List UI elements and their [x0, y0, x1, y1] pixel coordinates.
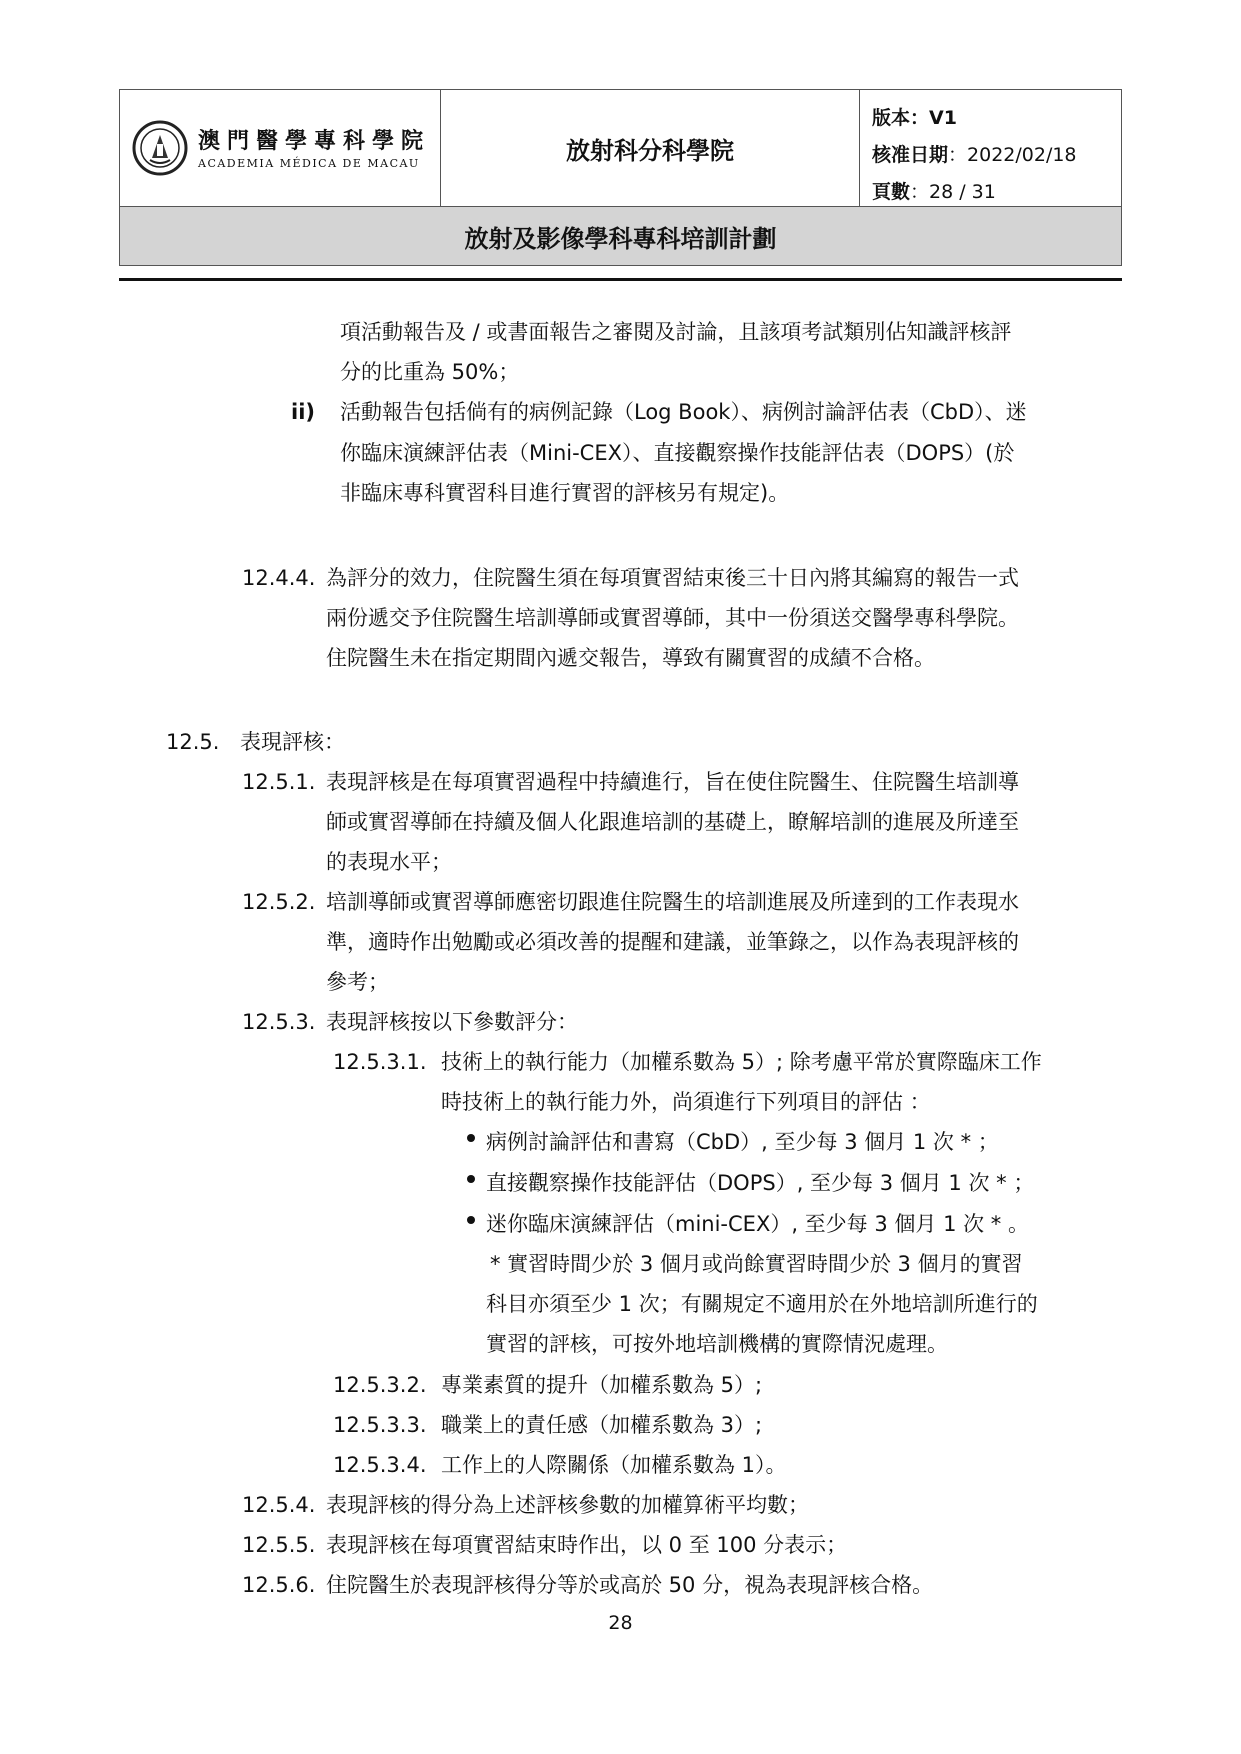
document-header [119, 89, 1122, 266]
text-line: 職業上的責任感（加權系數為 3）; [441, 1413, 763, 1437]
section-number: 12.5.3.1. [333, 1050, 427, 1074]
section-number: 12.5.3.3. [333, 1413, 427, 1437]
text-line: 分的比重為 50%； [340, 360, 520, 384]
text-line: 表現評核是在每項實習過程中持續進行，旨在使住院醫生、住院醫生培訓導 [326, 770, 1019, 794]
text-line: 兩份遞交予住院醫生培訓導師或實習導師，其中一份須送交醫學專科學院。 [326, 606, 1019, 630]
section-number: 12.5.4. [242, 1493, 316, 1517]
item-number: ii) [291, 400, 315, 424]
text-line: 你臨床演練評估表（Mini-CEX）、直接觀察操作技能評估表（DOPS）(於 [340, 441, 1015, 465]
college-name: 放射科分科學院 [441, 90, 860, 206]
text-line: 的表現水平； [326, 850, 452, 874]
section-number: 12.5.6. [242, 1573, 316, 1597]
version-label: 版本： [872, 107, 930, 129]
version-row [872, 100, 1121, 137]
bullet-icon [467, 1216, 475, 1224]
text-line: 師或實習導師在持續及個人化跟進培訓的基礎上，瞭解培訓的進展及所達至 [326, 810, 1019, 834]
bullet-icon [467, 1175, 475, 1183]
text-line: 非臨床專科實習科目進行實習的評核另有規定)。 [340, 481, 790, 505]
approval-row [872, 137, 1121, 174]
section-number: 12.5.3. [242, 1010, 316, 1034]
list-item: 直接觀察操作技能評估（DOPS）, 至少每 3 個月 1 次 * ； [486, 1171, 1035, 1195]
approval-value: ：2022/02/18 [948, 144, 1077, 166]
bullet-icon [467, 1134, 475, 1142]
text-line: 活動報告包括倘有的病例記錄（Log Book）、病例討論評估表（CbD）、迷 [340, 400, 1027, 424]
text-line: 準，適時作出勉勵或必須改善的提醒和建議，並筆錄之，以作為表現評核的 [326, 930, 1019, 954]
academy-name [198, 127, 430, 170]
header-divider [119, 278, 1122, 281]
section-number: 12.4.4. [242, 566, 316, 590]
text-line: 時技術上的執行能力外，尚須進行下列項目的評估 ： [441, 1090, 931, 1114]
page-number: 28 [608, 1612, 633, 1634]
text-line: 培訓導師或實習導師應密切跟進住院醫生的培訓進展及所達到的工作表現水 [326, 890, 1019, 914]
text-line: 技術上的執行能力（加權系數為 5）; 除考慮平常於實際臨床工作 [441, 1050, 1042, 1074]
section-title: 表現評核： [240, 730, 345, 754]
version-value: V1 [929, 107, 957, 129]
section-number: 12.5. [166, 730, 220, 754]
text-line: 表現評核在每項實習結束時作出，以 0 至 100 分表示； [326, 1533, 848, 1557]
list-item: 病例討論評估和書寫（CbD）, 至少每 3 個月 1 次 * ； [486, 1130, 999, 1154]
text-line: 表現評核的得分為上述評核參數的加權算術平均數； [326, 1493, 809, 1517]
section-number: 12.5.5. [242, 1533, 316, 1557]
pages-value: ：28 / 31 [910, 181, 996, 203]
text-line: 參考； [326, 970, 389, 994]
note-line: 實習的評核，可按外地培訓機構的實際情況處理。 [486, 1332, 948, 1356]
program-title: 放射及影像學科專科培訓計劃 [120, 206, 1121, 265]
section-number: 12.5.3.2. [333, 1373, 427, 1397]
logo-cell [120, 90, 441, 206]
note-line: 科目亦須至少 1 次；有關規定不適用於在外地培訓所進行的 [486, 1292, 1038, 1316]
section-number: 12.5.2. [242, 890, 316, 914]
section-number: 12.5.1. [242, 770, 316, 794]
approval-label: 核准日期 [872, 144, 949, 166]
text-line: 專業素質的提升（加權系數為 5）; [441, 1373, 763, 1397]
text-line: 住院醫生於表現評核得分等於或高於 50 分，視為表現評核合格。 [326, 1573, 934, 1597]
academy-name-en: ACADEMIA MÉDICA DE MACAU [198, 156, 420, 170]
document-meta [860, 90, 1121, 206]
text-line: 表現評核按以下參數評分： [326, 1010, 578, 1034]
pages-label: 頁數 [872, 181, 911, 203]
note-line: * 實習時間少於 3 個月或尚餘實習時間少於 3 個月的實習 [490, 1252, 1023, 1276]
academy-name-zh: 澳門醫學專科學院 [198, 127, 431, 154]
list-item: 迷你臨床演練評估（mini-CEX）, 至少每 3 個月 1 次 * 。 [486, 1212, 1029, 1236]
academy-seal-icon [132, 120, 188, 176]
text-line: 工作上的人際關係（加權系數為 1）。 [441, 1453, 787, 1477]
text-line: 為評分的效力，住院醫生須在每項實習結束後三十日內將其編寫的報告一式 [326, 566, 1019, 590]
section-number: 12.5.3.4. [333, 1453, 427, 1477]
text-line: 項活動報告及 / 或書面報告之審閱及討論，且該項考試類別佔知識評核評 [340, 320, 1012, 344]
text-line: 住院醫生未在指定期間內遞交報告，導致有關實習的成績不合格。 [326, 646, 935, 670]
